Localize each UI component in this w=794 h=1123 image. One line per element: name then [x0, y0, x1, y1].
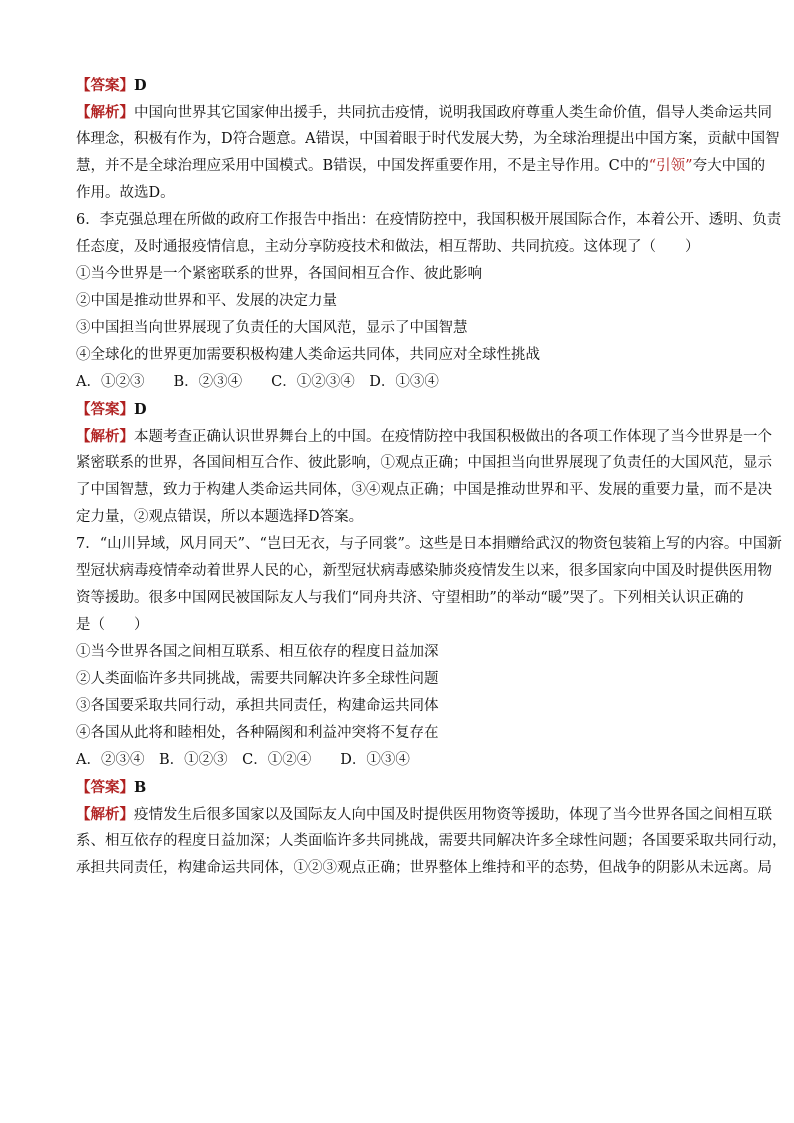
q6-statement-4: ④全球化的世界更加需要积极构建人类命运共同体，共同应对全球性挑战: [76, 347, 540, 363]
q7-options: A．②③④ B．①②③ C．①②④ D．①③④: [76, 752, 410, 768]
analysis-text: 本题考查正确认识世界舞台上的中国。在疫情防控中我国积极做出的各项工作体现了当今世界是一个: [134, 429, 772, 445]
q7-stem-line-2: 型冠状病毒疫情牵动着世界人民的心，新型冠状病毒感染肺炎疫情发生以来，很多国家向中国及时提供医用物: [76, 563, 772, 579]
q7-statement-3: ③各国要采取共同行动，承担共同责任，构建命运共同体: [76, 698, 439, 714]
analysis-text: 疫情发生后很多国家以及国际友人向中国及时提供医用物资等援助，体现了当今世界各国之间相互联: [134, 807, 772, 823]
q6-stem-line-1: 6．李克强总理在所做的政府工作报告中指出：在疫情防控中，我国积极开展国际合作，本着公开、透明、负责: [76, 212, 782, 228]
q6-options: A．①②③ B．②③④ C．①②③④ D．①③④: [76, 374, 439, 390]
q5-analysis-line-1: [76, 99, 772, 126]
q6-analysis-line-4: 定力量，②观点错误，所以本题选择D答案。: [76, 509, 364, 525]
analysis-text: 中国向世界其它国家伸出援手，共同抗击疫情，说明我国政府尊重人类生命价值，倡导人类命运共同: [134, 105, 772, 121]
q6-statement-1: ①当今世界是一个紧密联系的世界，各国间相互合作、彼此影响: [76, 266, 482, 282]
q7-stem-line-1: 7．“山川异域，风月同天”、“岂曰无衣，与子同裳”。这些是日本捐赠给武汉的物资包装箱上写的内容。中国新: [76, 536, 782, 552]
q6-analysis-line-1: [76, 423, 772, 450]
q6-statement-2: ②中国是推动世界和平、发展的决定力量: [76, 293, 337, 309]
q7-statement-1: ①当今世界各国之间相互联系、相互依存的程度日益加深: [76, 644, 439, 660]
q5-answer-line: [76, 72, 750, 99]
answer-value: D: [134, 77, 147, 94]
q5-analysis-line-4: 作用。故选D。: [76, 185, 175, 201]
q7-statement-4: ④各国从此将和睦相处，各种隔阂和利益冲突将不复存在: [76, 725, 439, 741]
q7-stem-line-3: 资等援助。很多中国网民被国际友人与我们“同舟共济、守望相助”的举动“暖”哭了。下列相关认识正确的: [76, 590, 744, 606]
q7-analysis-line-1: [76, 801, 772, 828]
document-page: [76, 72, 787, 882]
q6-stem-line-2: 任态度，及时通报疫情信息，主动分享防疫技术和做法，相互帮助、共同抗疫。这体现了（ ）: [76, 239, 700, 255]
answer-tag: 【答案】: [76, 401, 134, 418]
q5-analysis-line-3: [76, 153, 766, 180]
q6-analysis-line-3: 了中国智慧，致力于构建人类命运共同体，③④观点正确；中国是推动世界和平、发展的重要力量，而不是决: [76, 482, 772, 498]
answer-tag: 【答案】: [76, 779, 134, 796]
q6-analysis-line-2: 紧密联系的世界，各国间相互合作、彼此影响，①观点正确；中国担当向世界展现了负责任的大国风范，显示: [76, 455, 772, 471]
answer-value: B: [134, 779, 147, 796]
q7-answer-line: [76, 774, 750, 801]
q7-stem-line-4: 是（ ）: [76, 617, 149, 633]
answer-tag: 【答案】: [76, 77, 134, 94]
q6-statement-3: ③中国担当向世界展现了负责任的大国风范，显示了中国智慧: [76, 320, 468, 336]
q7-statement-2: ②人类面临许多共同挑战，需要共同解决许多全球性问题: [76, 671, 439, 687]
answer-value: D: [134, 401, 147, 418]
q7-analysis-line-2: 系、相互依存的程度日益加深；人类面临许多共同挑战，需要共同解决许多全球性问题；各国要采取共同行动，: [76, 833, 787, 849]
analysis-quote: “引领”: [648, 158, 693, 174]
q7-analysis-line-3: 承担共同责任，构建命运共同体，①②③观点正确；世界整体上维持和平的态势，但战争的阴影从未远离。局: [76, 860, 772, 876]
analysis-tag: 【解析】: [76, 104, 134, 121]
analysis-text-end: 夸大中国的: [692, 158, 766, 174]
q6-answer-line: [76, 396, 750, 423]
q5-analysis-line-2: 体理念，积极有作为，D符合题意。A错误，中国着眼于时代发展大势，为全球治理提出中国方案，贡献中国智: [76, 131, 780, 147]
analysis-tag: 【解析】: [76, 428, 134, 445]
analysis-text: 慧，并不是全球治理应采用中国模式。B错误，中国发挥重要作用，不是主导作用。C中的: [76, 158, 649, 174]
analysis-tag: 【解析】: [76, 806, 134, 823]
